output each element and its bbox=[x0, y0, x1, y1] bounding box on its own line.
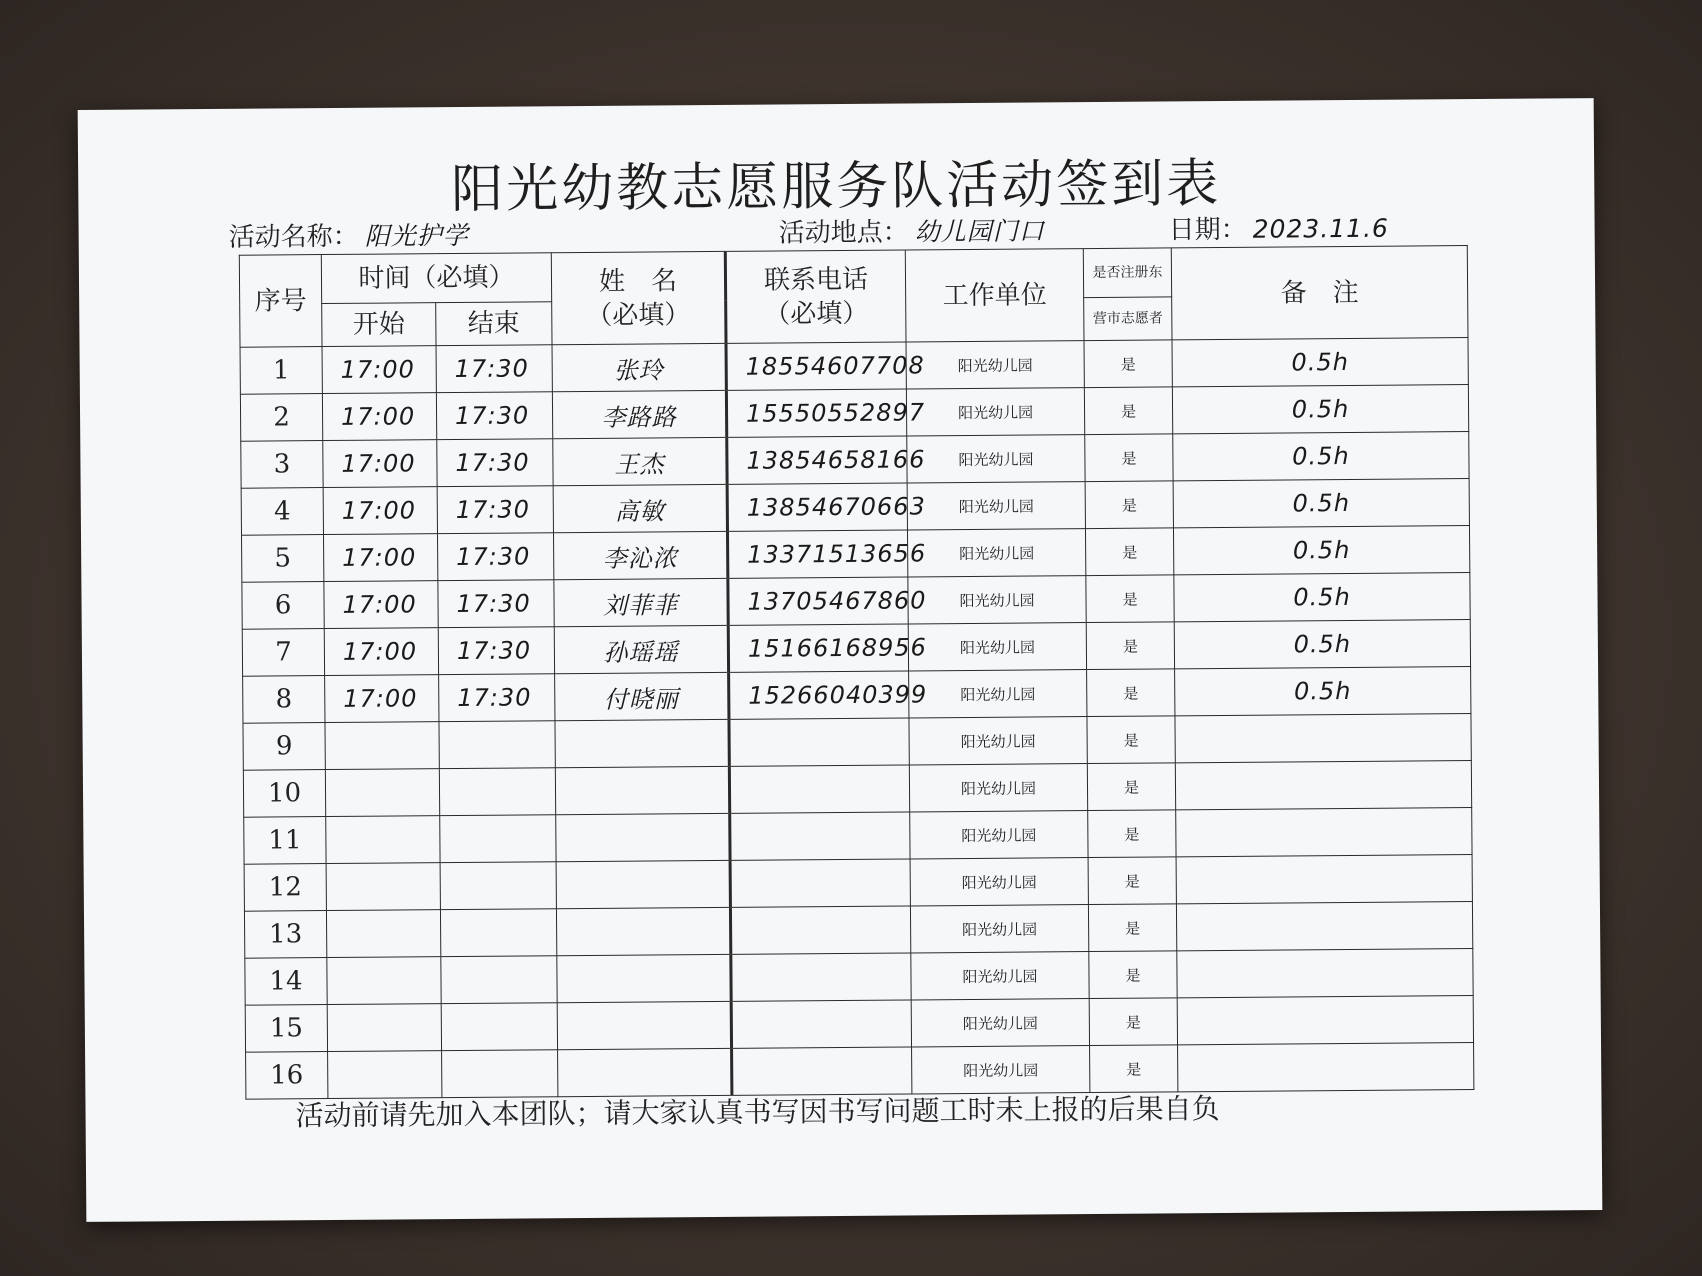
row-phone bbox=[731, 953, 911, 1001]
row-name bbox=[557, 1001, 731, 1049]
row-org: 阳光幼儿园 bbox=[909, 717, 1087, 765]
row-registered: 是 bbox=[1087, 716, 1175, 764]
row-name: 付晓丽 bbox=[555, 672, 729, 720]
row-seq: 1 bbox=[240, 347, 322, 395]
row-registered: 是 bbox=[1086, 622, 1174, 670]
row-registered: 是 bbox=[1085, 481, 1173, 529]
row-name: 高敏 bbox=[553, 484, 727, 532]
row-remark bbox=[1176, 902, 1472, 951]
row-end-time bbox=[442, 1050, 558, 1098]
row-name bbox=[556, 907, 730, 955]
row-seq: 11 bbox=[244, 817, 326, 865]
row-name: 王杰 bbox=[553, 437, 727, 485]
row-start-time bbox=[328, 1051, 442, 1099]
row-seq: 3 bbox=[241, 441, 323, 489]
row-name bbox=[556, 860, 730, 908]
row-start-time bbox=[327, 957, 441, 1005]
row-seq: 14 bbox=[245, 958, 327, 1006]
row-end-time: 17:30 bbox=[436, 392, 552, 440]
row-org: 阳光幼儿园 bbox=[907, 529, 1085, 577]
row-org: 阳光幼儿园 bbox=[910, 905, 1088, 953]
row-end-time: 17:30 bbox=[437, 533, 553, 581]
row-registered: 是 bbox=[1085, 434, 1173, 482]
row-end-time bbox=[441, 1003, 557, 1051]
row-start-time: 17:00 bbox=[322, 393, 436, 441]
row-end-time: 17:30 bbox=[437, 439, 553, 487]
row-remark: 0.5h bbox=[1172, 338, 1468, 387]
row-org: 阳光幼儿园 bbox=[906, 388, 1084, 436]
row-phone: 15166168956 bbox=[728, 624, 908, 672]
row-org: 阳光幼儿园 bbox=[907, 435, 1085, 483]
row-phone bbox=[732, 1047, 912, 1095]
row-start-time: 17:00 bbox=[324, 581, 438, 629]
row-registered: 是 bbox=[1087, 763, 1175, 811]
row-seq: 13 bbox=[244, 911, 326, 959]
row-org: 阳光幼儿园 bbox=[906, 341, 1084, 389]
row-phone bbox=[730, 906, 910, 954]
row-seq: 12 bbox=[244, 864, 326, 912]
row-org: 阳光幼儿园 bbox=[908, 623, 1086, 671]
header-remark: 备 注 bbox=[1171, 246, 1468, 340]
row-name bbox=[558, 1048, 732, 1096]
row-org: 阳光幼儿园 bbox=[909, 670, 1087, 718]
header-row-1 bbox=[239, 246, 1467, 305]
row-start-time: 17:00 bbox=[323, 487, 437, 535]
row-phone bbox=[730, 859, 910, 907]
row-phone: 13854658166 bbox=[727, 436, 907, 484]
row-registered: 是 bbox=[1088, 810, 1176, 858]
row-end-time bbox=[441, 956, 557, 1004]
date-field bbox=[1168, 208, 1389, 247]
row-end-time bbox=[440, 815, 556, 863]
row-org: 阳光幼儿园 bbox=[909, 764, 1087, 812]
row-end-time: 17:30 bbox=[436, 345, 552, 393]
row-org: 阳光幼儿园 bbox=[908, 576, 1086, 624]
header-name bbox=[551, 251, 726, 344]
row-seq: 4 bbox=[241, 488, 323, 536]
location-field bbox=[778, 210, 1044, 249]
row-phone: 13371513656 bbox=[728, 530, 908, 578]
row-phone: 13705467860 bbox=[728, 577, 908, 625]
row-start-time bbox=[326, 910, 440, 958]
row-start-time bbox=[325, 722, 439, 770]
row-registered: 是 bbox=[1090, 1045, 1178, 1093]
header-org: 工作单位 bbox=[905, 249, 1084, 342]
row-phone: 15550552897 bbox=[726, 389, 906, 437]
row-registered: 是 bbox=[1086, 575, 1174, 623]
date-label: 日期： bbox=[1168, 214, 1247, 246]
row-remark: 0.5h bbox=[1175, 667, 1471, 716]
row-registered: 是 bbox=[1084, 387, 1172, 435]
header-seq: 序号 bbox=[239, 255, 322, 348]
row-remark: 0.5h bbox=[1173, 526, 1469, 575]
header-registered-2: 营市志愿者 bbox=[1084, 297, 1172, 341]
row-end-time: 17:30 bbox=[438, 580, 554, 628]
row-phone bbox=[730, 812, 910, 860]
row-registered: 是 bbox=[1089, 951, 1177, 999]
row-name: 孙瑶瑶 bbox=[554, 625, 728, 673]
row-org: 阳光幼儿园 bbox=[910, 811, 1088, 859]
row-remark bbox=[1175, 761, 1471, 810]
row-org: 阳光幼儿园 bbox=[911, 999, 1089, 1047]
header-phone bbox=[725, 250, 906, 343]
row-seq: 8 bbox=[243, 676, 325, 724]
row-org: 阳光幼儿园 bbox=[911, 952, 1089, 1000]
row-start-time: 17:00 bbox=[323, 440, 437, 488]
row-start-time: 17:00 bbox=[323, 534, 437, 582]
row-name: 张玲 bbox=[552, 343, 726, 391]
row-remark: 0.5h bbox=[1173, 479, 1469, 528]
date-value: 2023.11.6 bbox=[1252, 213, 1389, 244]
row-name bbox=[556, 813, 730, 861]
row-start-time: 17:00 bbox=[324, 628, 438, 676]
row-phone: 15266040399 bbox=[729, 671, 909, 719]
row-registered: 是 bbox=[1088, 857, 1176, 905]
row-phone: 18554607708 bbox=[726, 342, 906, 390]
row-registered: 是 bbox=[1087, 669, 1175, 717]
row-seq: 7 bbox=[242, 629, 324, 677]
row-start-time: 17:00 bbox=[325, 675, 439, 723]
header-start: 开始 bbox=[322, 303, 436, 347]
row-remark bbox=[1177, 996, 1473, 1045]
row-name bbox=[555, 719, 729, 767]
row-start-time bbox=[326, 816, 440, 864]
header-registered-1: 是否注册东 bbox=[1083, 248, 1171, 298]
header-phone-required: （必填） bbox=[764, 298, 869, 330]
row-org: 阳光幼儿园 bbox=[907, 482, 1085, 530]
row-remark bbox=[1176, 855, 1472, 904]
row-seq: 16 bbox=[246, 1052, 328, 1100]
row-end-time: 17:30 bbox=[439, 674, 555, 722]
row-seq: 5 bbox=[242, 535, 324, 583]
row-registered: 是 bbox=[1089, 998, 1177, 1046]
row-start-time bbox=[325, 769, 439, 817]
row-remark bbox=[1178, 1043, 1474, 1092]
header-name-label: 姓 名 bbox=[598, 265, 678, 297]
row-remark: 0.5h bbox=[1173, 432, 1469, 481]
row-seq: 15 bbox=[245, 1005, 327, 1053]
row-registered: 是 bbox=[1088, 904, 1176, 952]
sign-in-sheet-paper bbox=[78, 98, 1603, 1222]
sign-in-table bbox=[239, 245, 1475, 1100]
header-name-required: （必填） bbox=[586, 299, 691, 331]
row-name: 刘菲菲 bbox=[554, 578, 728, 626]
header-time: 时间（必填） bbox=[321, 253, 551, 304]
row-end-time: 17:30 bbox=[437, 486, 553, 534]
row-start-time bbox=[326, 863, 440, 911]
row-end-time bbox=[439, 768, 555, 816]
row-org: 阳光幼儿园 bbox=[912, 1046, 1090, 1094]
row-name: 李路路 bbox=[552, 390, 726, 438]
activity-name-value: 阳光护学 bbox=[364, 220, 469, 251]
row-org: 阳光幼儿园 bbox=[910, 858, 1088, 906]
row-seq: 9 bbox=[243, 723, 325, 771]
header-phone-label: 联系电话 bbox=[763, 264, 869, 296]
location-label: 活动地点： bbox=[778, 217, 909, 249]
activity-name-label: 活动名称： bbox=[228, 221, 359, 253]
row-name bbox=[555, 766, 729, 814]
row-remark bbox=[1175, 714, 1471, 763]
row-remark: 0.5h bbox=[1172, 385, 1468, 434]
row-remark: 0.5h bbox=[1174, 573, 1470, 622]
header-end: 结束 bbox=[436, 302, 552, 346]
location-value: 幼儿园门口 bbox=[914, 216, 1045, 247]
row-seq: 2 bbox=[240, 394, 322, 442]
row-remark bbox=[1176, 808, 1472, 857]
row-registered: 是 bbox=[1085, 528, 1173, 576]
row-remark bbox=[1177, 949, 1473, 998]
row-name: 李沁浓 bbox=[554, 531, 728, 579]
row-end-time bbox=[440, 862, 556, 910]
row-start-time bbox=[327, 1004, 441, 1052]
row-phone: 13854670663 bbox=[727, 483, 907, 531]
row-end-time: 17:30 bbox=[438, 627, 554, 675]
row-start-time: 17:00 bbox=[322, 346, 436, 394]
row-name bbox=[557, 954, 731, 1002]
row-seq: 6 bbox=[242, 582, 324, 630]
row-registered: 是 bbox=[1084, 340, 1172, 388]
row-end-time bbox=[439, 721, 555, 769]
row-phone bbox=[729, 765, 909, 813]
page-title: 阳光幼教志愿服务队活动签到表 bbox=[451, 153, 1222, 221]
row-phone bbox=[731, 1000, 911, 1048]
footer-note: 活动前请先加入本团队；请大家认真书写因书写问题工时未上报的后果自负 bbox=[295, 1092, 1220, 1133]
activity-name-field bbox=[229, 215, 469, 254]
row-remark: 0.5h bbox=[1174, 620, 1470, 669]
row-end-time bbox=[440, 909, 556, 957]
row-seq: 10 bbox=[243, 770, 325, 818]
row-phone bbox=[729, 718, 909, 766]
